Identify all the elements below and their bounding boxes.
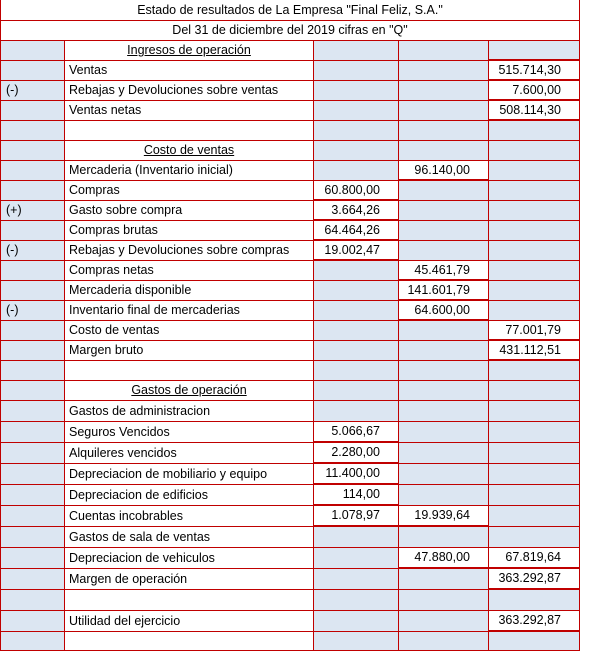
- partial-total-cell[interactable]: [398, 141, 488, 160]
- partial-total-cell[interactable]: [398, 101, 488, 120]
- sign-cell[interactable]: [0, 321, 64, 340]
- section-heading-text: Ingresos de operación: [127, 43, 251, 58]
- subtotal-cell[interactable]: [314, 548, 398, 568]
- total-cell[interactable]: 77.001,79: [488, 321, 580, 340]
- sign-cell[interactable]: (-): [0, 241, 64, 260]
- sign-cell[interactable]: [0, 41, 64, 60]
- statement-row: [0, 380, 580, 400]
- statement-title[interactable]: Estado de resultados de La Empresa "Final Feliz, S.A.": [0, 0, 580, 20]
- subtotal-cell[interactable]: 60.800,00: [314, 181, 398, 200]
- total-cell[interactable]: [488, 261, 580, 280]
- total-cell[interactable]: 67.819,64: [488, 548, 580, 568]
- partial-total-cell[interactable]: 141.601,79: [398, 281, 488, 300]
- partial-total-cell[interactable]: [398, 632, 488, 650]
- total-cell[interactable]: [488, 41, 580, 60]
- statement-row: [0, 547, 580, 568]
- partial-total-cell[interactable]: [398, 422, 488, 442]
- total-cell[interactable]: [488, 301, 580, 320]
- total-cell[interactable]: [488, 422, 580, 442]
- statement-row: [0, 568, 580, 589]
- subtotal-cell[interactable]: [314, 101, 398, 120]
- statement-row: [0, 180, 580, 200]
- statement-row: [0, 160, 580, 180]
- total-cell[interactable]: 7.600,00: [488, 81, 580, 100]
- subtotal-cell[interactable]: 114,00: [314, 485, 398, 505]
- total-cell[interactable]: [488, 201, 580, 220]
- sign-cell[interactable]: [0, 611, 64, 631]
- subtotal-cell[interactable]: [314, 527, 398, 547]
- total-cell[interactable]: [488, 141, 580, 160]
- partial-total-cell[interactable]: [398, 201, 488, 220]
- statement-row: [0, 120, 580, 140]
- statement-row: [0, 484, 580, 505]
- partial-total-cell[interactable]: 45.461,79: [398, 261, 488, 280]
- subtotal-cell[interactable]: [314, 341, 398, 360]
- total-cell[interactable]: [488, 381, 580, 400]
- total-cell[interactable]: [488, 590, 580, 610]
- total-cell[interactable]: [488, 361, 580, 380]
- sign-cell[interactable]: [0, 527, 64, 547]
- partial-total-cell[interactable]: [398, 381, 488, 400]
- total-cell[interactable]: [488, 121, 580, 140]
- partial-total-cell[interactable]: [398, 241, 488, 260]
- sign-cell[interactable]: [0, 181, 64, 200]
- statement-row: [0, 140, 580, 160]
- account-label-cell[interactable]: [64, 590, 314, 610]
- total-cell[interactable]: 363.292,87: [488, 569, 580, 589]
- sign-cell[interactable]: [0, 632, 64, 650]
- account-label-cell[interactable]: Compras brutas: [64, 221, 314, 240]
- account-label-cell[interactable]: Mercaderia (Inventario inicial): [64, 161, 314, 180]
- subtotal-cell[interactable]: [314, 381, 398, 400]
- total-cell[interactable]: [488, 161, 580, 180]
- subtotal-cell[interactable]: 2.280,00: [314, 443, 398, 463]
- account-label-cell[interactable]: Mercaderia disponible: [64, 281, 314, 300]
- account-label-cell[interactable]: [64, 632, 314, 650]
- statement-row: [0, 220, 580, 240]
- partial-total-cell[interactable]: [398, 321, 488, 340]
- account-label-cell[interactable]: Inventario final de mercaderias: [64, 301, 314, 320]
- account-label-cell[interactable]: Costo de ventas: [64, 321, 314, 340]
- subtotal-cell[interactable]: [314, 161, 398, 180]
- subtotal-cell[interactable]: [314, 361, 398, 380]
- partial-total-cell[interactable]: [398, 361, 488, 380]
- title-row-1: [0, 0, 580, 20]
- sign-cell[interactable]: [0, 101, 64, 120]
- statement-row: [0, 340, 580, 360]
- partial-total-cell[interactable]: [398, 464, 488, 484]
- statement-row: [0, 360, 580, 380]
- sign-cell[interactable]: [0, 361, 64, 380]
- total-cell[interactable]: 431.112,51: [488, 341, 580, 360]
- subtotal-cell[interactable]: 64.464,26: [314, 221, 398, 240]
- account-label-cell[interactable]: Depreciacion de mobiliario y equipo: [64, 464, 314, 484]
- sign-cell[interactable]: [0, 464, 64, 484]
- sign-cell[interactable]: [0, 281, 64, 300]
- sign-cell[interactable]: [0, 341, 64, 360]
- sign-cell[interactable]: (-): [0, 81, 64, 100]
- sign-cell[interactable]: [0, 381, 64, 400]
- partial-total-cell[interactable]: [398, 485, 488, 505]
- total-cell[interactable]: [488, 632, 580, 650]
- subtotal-cell[interactable]: [314, 281, 398, 300]
- sign-cell[interactable]: [0, 61, 64, 80]
- statement-subtitle[interactable]: Del 31 de diciembre del 2019 cifras en "Q": [0, 21, 580, 40]
- subtotal-cell[interactable]: [314, 301, 398, 320]
- subtotal-cell[interactable]: [314, 590, 398, 610]
- partial-total-cell[interactable]: [398, 590, 488, 610]
- subtotal-cell[interactable]: [314, 121, 398, 140]
- partial-total-cell[interactable]: [398, 61, 488, 80]
- subtotal-cell[interactable]: [314, 321, 398, 340]
- subtotal-cell[interactable]: [314, 141, 398, 160]
- total-cell[interactable]: [488, 181, 580, 200]
- statement-row: [0, 421, 580, 442]
- statement-row: [0, 100, 580, 120]
- partial-total-cell[interactable]: [398, 181, 488, 200]
- partial-total-cell[interactable]: [398, 341, 488, 360]
- partial-total-cell[interactable]: [398, 221, 488, 240]
- partial-total-cell[interactable]: 47.880,00: [398, 548, 488, 568]
- partial-total-cell[interactable]: [398, 443, 488, 463]
- statement-row: [0, 463, 580, 484]
- subtotal-cell[interactable]: 3.664,26: [314, 201, 398, 220]
- total-cell[interactable]: [488, 281, 580, 300]
- total-cell[interactable]: [488, 221, 580, 240]
- subtotal-cell[interactable]: [314, 61, 398, 80]
- statement-row: [0, 40, 580, 60]
- account-label-cell[interactable]: Rebajas y Devoluciones sobre compras: [64, 241, 314, 260]
- account-label-cell[interactable]: Margen bruto: [64, 341, 314, 360]
- section-heading-cell[interactable]: [64, 41, 314, 60]
- subtotal-cell[interactable]: [314, 569, 398, 589]
- account-label-cell[interactable]: Gastos de sala de ventas: [64, 527, 314, 547]
- total-cell[interactable]: [488, 241, 580, 260]
- statement-row: [0, 280, 580, 300]
- total-cell[interactable]: [488, 506, 580, 526]
- partial-total-cell[interactable]: [398, 527, 488, 547]
- subtotal-cell[interactable]: [314, 261, 398, 280]
- section-heading-text: Gastos de operación: [131, 383, 247, 398]
- sign-cell[interactable]: [0, 422, 64, 442]
- statement-row: [0, 589, 580, 610]
- account-label-cell[interactable]: Depreciacion de edificios: [64, 485, 314, 505]
- subtotal-cell[interactable]: [314, 632, 398, 650]
- sign-cell[interactable]: [0, 141, 64, 160]
- statement-rows: [0, 40, 580, 651]
- sign-cell[interactable]: [0, 401, 64, 421]
- account-label-cell[interactable]: Alquileres vencidos: [64, 443, 314, 463]
- statement-row: [0, 631, 580, 651]
- partial-total-cell[interactable]: 19.939,64: [398, 506, 488, 526]
- statement-row: [0, 442, 580, 463]
- statement-row: [0, 610, 580, 631]
- sign-cell[interactable]: [0, 443, 64, 463]
- account-label-cell[interactable]: [64, 361, 314, 380]
- account-label-cell[interactable]: Compras: [64, 181, 314, 200]
- sign-cell[interactable]: [0, 590, 64, 610]
- sign-cell[interactable]: [0, 221, 64, 240]
- account-label-cell[interactable]: Margen de operación: [64, 569, 314, 589]
- account-label-cell[interactable]: Ventas netas: [64, 101, 314, 120]
- statement-row: [0, 60, 580, 80]
- sign-cell[interactable]: [0, 121, 64, 140]
- subtotal-cell[interactable]: [314, 611, 398, 631]
- account-label-cell[interactable]: Gastos de administracion: [64, 401, 314, 421]
- partial-total-cell[interactable]: [398, 401, 488, 421]
- account-label-cell[interactable]: Cuentas incobrables: [64, 506, 314, 526]
- account-label-cell[interactable]: [64, 121, 314, 140]
- statement-row: [0, 526, 580, 547]
- subtotal-cell[interactable]: [314, 41, 398, 60]
- partial-total-cell[interactable]: 96.140,00: [398, 161, 488, 180]
- account-label-cell[interactable]: Rebajas y Devoluciones sobre ventas: [64, 81, 314, 100]
- section-heading-cell[interactable]: [64, 141, 314, 160]
- sign-cell[interactable]: [0, 261, 64, 280]
- sign-cell[interactable]: [0, 485, 64, 505]
- partial-total-cell[interactable]: [398, 41, 488, 60]
- total-cell[interactable]: [488, 527, 580, 547]
- subtotal-cell[interactable]: 19.002,47: [314, 241, 398, 260]
- statement-row: [0, 300, 580, 320]
- subtotal-cell[interactable]: [314, 401, 398, 421]
- statement-row: [0, 505, 580, 526]
- subtotal-cell[interactable]: 11.400,00: [314, 464, 398, 484]
- sign-cell[interactable]: (-): [0, 301, 64, 320]
- account-label-cell[interactable]: Seguros Vencidos: [64, 422, 314, 442]
- total-cell[interactable]: [488, 485, 580, 505]
- partial-total-cell[interactable]: [398, 121, 488, 140]
- sign-cell[interactable]: (+): [0, 201, 64, 220]
- account-label-cell[interactable]: Compras netas: [64, 261, 314, 280]
- statement-row: [0, 200, 580, 220]
- statement-row: [0, 320, 580, 340]
- partial-total-cell[interactable]: [398, 611, 488, 631]
- account-label-cell[interactable]: Depreciacion de vehiculos: [64, 548, 314, 568]
- sign-cell[interactable]: [0, 506, 64, 526]
- account-label-cell[interactable]: Utilidad del ejercicio: [64, 611, 314, 631]
- title-row-2: [0, 20, 580, 40]
- section-heading-cell[interactable]: [64, 381, 314, 400]
- sign-cell[interactable]: [0, 161, 64, 180]
- total-cell[interactable]: [488, 443, 580, 463]
- total-cell[interactable]: 508.114,30: [488, 101, 580, 120]
- subtotal-cell[interactable]: 1.078,97: [314, 506, 398, 526]
- section-heading-text: Costo de ventas: [143, 143, 235, 158]
- total-cell[interactable]: [488, 401, 580, 421]
- sign-cell[interactable]: [0, 569, 64, 589]
- total-cell[interactable]: 363.292,87: [488, 611, 580, 631]
- sign-cell[interactable]: [0, 548, 64, 568]
- statement-row: [0, 240, 580, 260]
- partial-total-cell[interactable]: 64.600,00: [398, 301, 488, 320]
- subtotal-cell[interactable]: 5.066,67: [314, 422, 398, 442]
- total-cell[interactable]: [488, 464, 580, 484]
- partial-total-cell[interactable]: [398, 81, 488, 100]
- account-label-cell[interactable]: Ventas: [64, 61, 314, 80]
- statement-row: [0, 260, 580, 280]
- statement-row: [0, 80, 580, 100]
- total-cell[interactable]: 515.714,30: [488, 61, 580, 80]
- account-label-cell[interactable]: Gasto sobre compra: [64, 201, 314, 220]
- subtotal-cell[interactable]: [314, 81, 398, 100]
- statement-row: [0, 400, 580, 421]
- partial-total-cell[interactable]: [398, 569, 488, 589]
